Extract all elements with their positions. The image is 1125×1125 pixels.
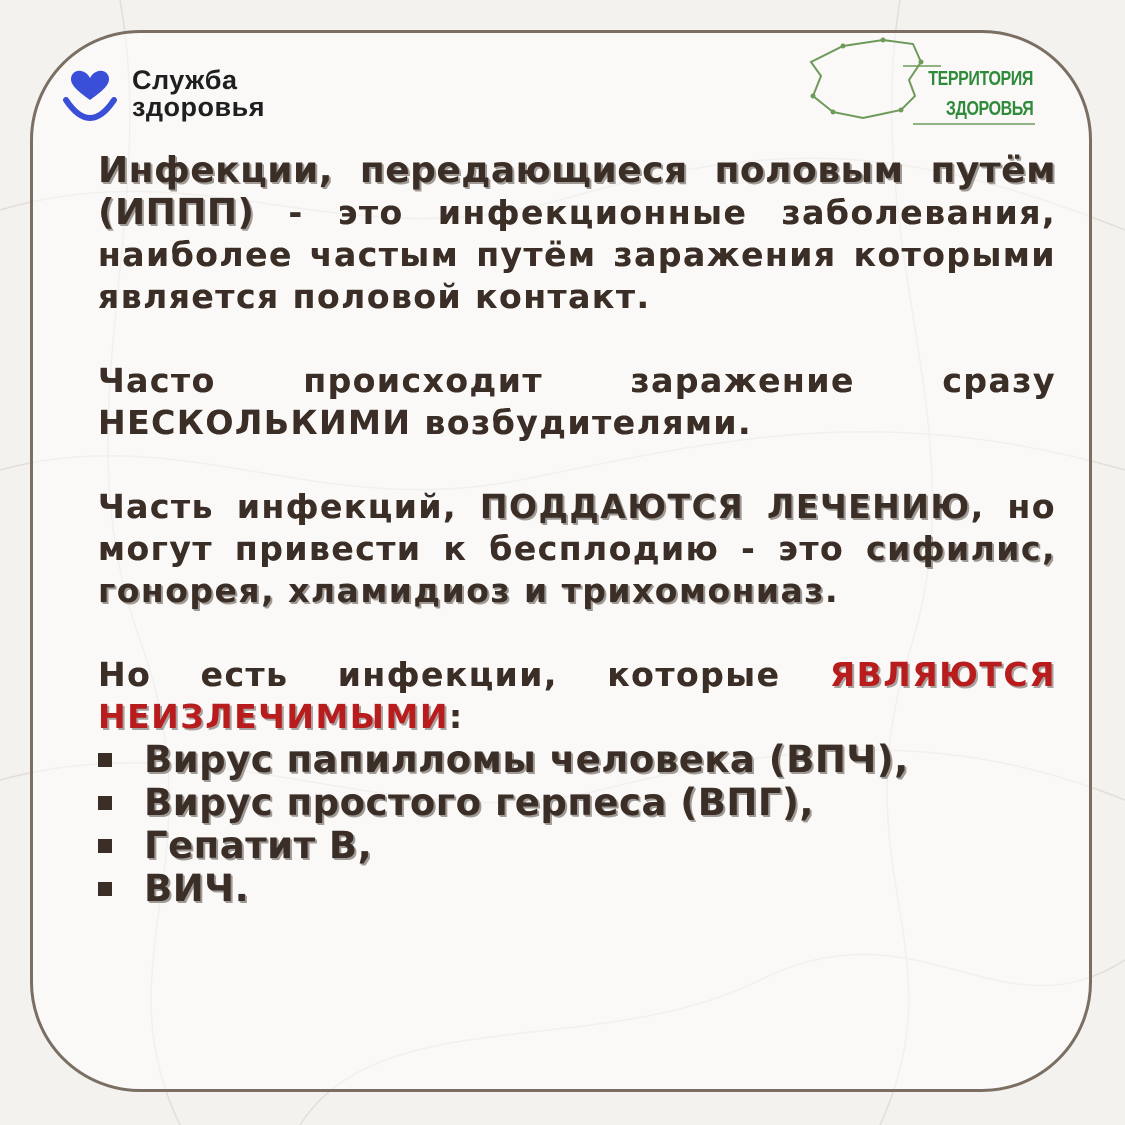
logo-left-line2: здоровья [132, 92, 265, 122]
p2-emphasis: НЕСКОЛЬКИМИ [98, 403, 412, 442]
p4-emphasis: ЯВЛЯЮТСЯ НЕИЗЛЕЧИМЫМИ [98, 655, 1056, 736]
sluzhba-zdorovya-logo [62, 66, 265, 122]
territoriya-zdorovya-logo [803, 36, 1043, 136]
p4-part2: : [448, 697, 464, 736]
logo-right-line1: ТЕРРИТОРИЯ [928, 68, 1033, 90]
bullet-square-icon [98, 882, 112, 896]
p3-part1: Часть инфекций, [98, 487, 480, 526]
logo-left-line1: Служба [132, 65, 238, 95]
definition-lead: Инфекции, передающиеся половым путём (ИППП) [98, 150, 1056, 233]
p3-emphasis: ПОДДАЮТСЯ ЛЕЧЕНИЮ [479, 487, 971, 526]
bullet-square-icon [98, 796, 112, 810]
bullet-square-icon [98, 753, 112, 767]
list-item: Вирус папилломы человека (ВПЧ), [98, 738, 1056, 781]
p3-part3: . [824, 571, 840, 610]
incurable-infections-list [98, 738, 1056, 910]
bullet-square-icon [98, 839, 112, 853]
paragraph-multiple-pathogens [98, 360, 1056, 444]
paragraph-treatable [98, 486, 1056, 612]
logo-right-line2: ЗДОРОВЬЯ [945, 98, 1033, 120]
p2-part2: возбудителями. [411, 403, 753, 442]
p2-part1: Часто происходит заражение сразу [98, 361, 1056, 400]
heart-check-icon [62, 66, 118, 122]
p4-part1: Но есть инфекции, которые [98, 655, 830, 694]
paragraph-incurable [98, 654, 1056, 738]
paragraph-definition [98, 150, 1056, 318]
p3-part2: , но могут привести к бесплодию - это [98, 487, 1056, 568]
list-item: ВИЧ. [98, 867, 1056, 910]
list-item: Гепатит В, [98, 824, 1056, 867]
list-item: Вирус простого герпеса (ВПГ), [98, 781, 1056, 824]
p3-diseases: сифилис, гонорея, хламидиоз и трихомониаз [98, 529, 1056, 610]
definition-rest: - это инфекционные заболевания, наиболее частым путём заражения которыми является половой контакт. [98, 193, 1056, 316]
main-text [98, 150, 1056, 910]
